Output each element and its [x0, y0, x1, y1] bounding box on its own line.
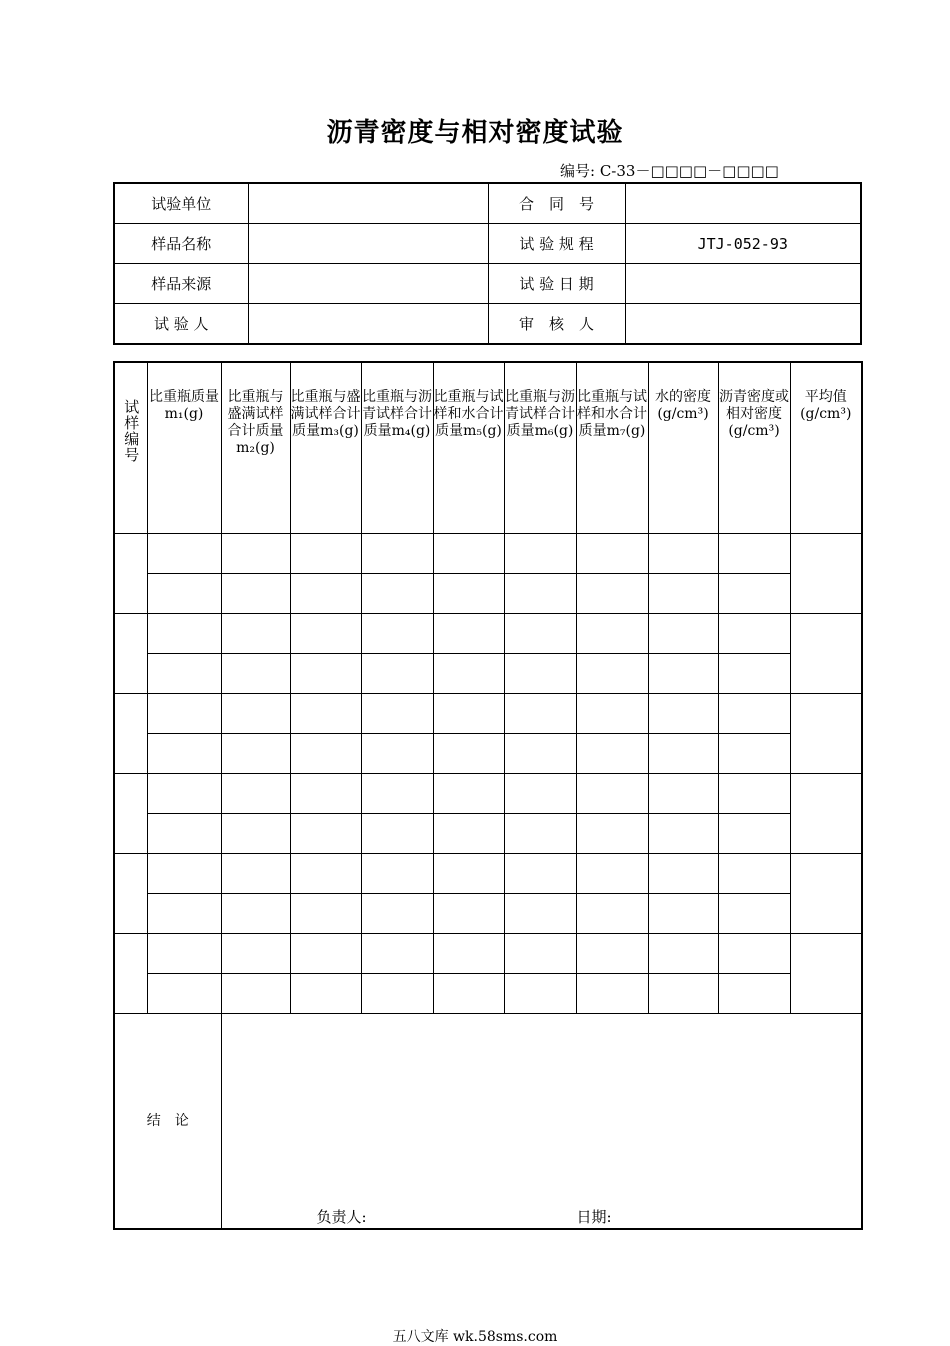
data-cell[interactable] — [648, 654, 718, 694]
data-cell[interactable] — [648, 774, 718, 814]
info-label: 样品名称 — [114, 224, 248, 264]
data-cell[interactable] — [504, 574, 576, 614]
data-cell[interactable] — [718, 814, 790, 854]
info-label: 试 验 人 — [114, 304, 248, 345]
conclusion-row — [114, 1014, 862, 1230]
data-cell[interactable] — [221, 934, 290, 974]
data-cell[interactable] — [221, 894, 290, 934]
info-row — [114, 183, 861, 224]
data-cell[interactable] — [221, 614, 290, 654]
data-cell[interactable] — [433, 854, 504, 894]
data-cell[interactable] — [221, 694, 290, 734]
data-cell[interactable] — [433, 614, 504, 654]
data-cell[interactable] — [576, 574, 648, 614]
info-value[interactable] — [248, 304, 488, 345]
data-cell[interactable] — [290, 974, 361, 1014]
data-cell[interactable] — [576, 934, 648, 974]
sample-id-cell[interactable] — [114, 614, 147, 694]
data-cell[interactable] — [361, 774, 433, 814]
data-cell[interactable] — [648, 534, 718, 574]
average-cell[interactable] — [790, 854, 862, 934]
data-cell[interactable] — [290, 574, 361, 614]
data-cell[interactable] — [718, 694, 790, 734]
data-cell[interactable] — [221, 774, 290, 814]
info-table — [113, 182, 862, 345]
data-cell[interactable] — [361, 854, 433, 894]
data-cell[interactable] — [221, 814, 290, 854]
data-cell[interactable] — [433, 574, 504, 614]
table-row — [114, 694, 862, 734]
data-cell[interactable] — [290, 614, 361, 654]
info-label: 合 同 号 — [488, 183, 625, 224]
average-cell[interactable] — [790, 694, 862, 774]
data-cell[interactable] — [648, 814, 718, 854]
footer-watermark: 五八文库 wk.58sms.com — [392, 1329, 558, 1345]
document-title: 沥青密度与相对密度试验 — [326, 118, 624, 148]
data-cell[interactable] — [648, 734, 718, 774]
info-row — [114, 264, 861, 304]
table-row — [114, 574, 862, 614]
data-cell[interactable] — [718, 934, 790, 974]
data-cell[interactable] — [576, 774, 648, 814]
table-row — [114, 894, 862, 934]
info-value[interactable] — [248, 183, 488, 224]
sample-id-cell[interactable] — [114, 854, 147, 934]
data-cell[interactable] — [433, 974, 504, 1014]
sample-id-cell[interactable] — [114, 934, 147, 1014]
data-cell[interactable] — [576, 854, 648, 894]
average-cell[interactable] — [790, 934, 862, 1014]
data-cell[interactable] — [221, 534, 290, 574]
info-value[interactable] — [625, 304, 861, 345]
data-cell[interactable] — [718, 574, 790, 614]
average-cell[interactable] — [790, 614, 862, 694]
data-cell[interactable] — [504, 894, 576, 934]
data-cell[interactable] — [361, 974, 433, 1014]
data-cell[interactable] — [147, 694, 221, 734]
data-cell[interactable] — [648, 574, 718, 614]
date-label: 日期: — [576, 1208, 612, 1226]
document-number: 编号: C-33－□□□□－□□□□ — [560, 162, 779, 180]
data-cell[interactable] — [576, 734, 648, 774]
table-row — [114, 654, 862, 694]
data-cell[interactable] — [576, 614, 648, 654]
data-cell[interactable] — [290, 534, 361, 574]
data-cell[interactable] — [361, 534, 433, 574]
conclusion-area[interactable] — [221, 1014, 862, 1230]
data-cell[interactable] — [504, 534, 576, 574]
average-cell[interactable] — [790, 534, 862, 614]
data-cell[interactable] — [361, 654, 433, 694]
data-cell[interactable] — [361, 614, 433, 654]
data-cell[interactable] — [504, 694, 576, 734]
info-value[interactable] — [625, 183, 861, 224]
info-value[interactable] — [248, 224, 488, 264]
header-m1: 比重瓶质量m₁(g) — [147, 362, 221, 534]
data-cell[interactable] — [718, 854, 790, 894]
header-m3: 比重瓶与盛满试样合计质量m₃(g) — [290, 362, 361, 534]
data-cell[interactable] — [576, 894, 648, 934]
data-cell[interactable] — [221, 654, 290, 694]
sample-id-cell[interactable] — [114, 774, 147, 854]
data-cell[interactable] — [648, 614, 718, 654]
info-row — [114, 304, 861, 345]
data-cell[interactable] — [290, 814, 361, 854]
data-table — [113, 361, 863, 1230]
data-cell[interactable] — [504, 974, 576, 1014]
table-row — [114, 934, 862, 974]
data-cell[interactable] — [648, 974, 718, 1014]
table-row — [114, 854, 862, 894]
signer-label: 负责人: — [316, 1208, 367, 1226]
header-m5: 比重瓶与试样和水合计质量m₅(g) — [433, 362, 504, 534]
sample-id-cell[interactable] — [114, 534, 147, 614]
data-cell[interactable] — [433, 734, 504, 774]
header-row — [114, 362, 862, 534]
data-cell[interactable] — [433, 934, 504, 974]
data-cell[interactable] — [361, 694, 433, 734]
data-cell[interactable] — [361, 934, 433, 974]
data-cell[interactable] — [576, 654, 648, 694]
header-m4: 比重瓶与沥青试样合计质量m₄(g) — [361, 362, 433, 534]
table-row — [114, 974, 862, 1014]
table-row — [114, 614, 862, 654]
header-m6: 比重瓶与沥青试样合计质量m₆(g) — [504, 362, 576, 534]
info-label: 审 核 人 — [488, 304, 625, 345]
data-cell[interactable] — [433, 534, 504, 574]
info-label: 样品来源 — [114, 264, 248, 304]
data-cell[interactable] — [290, 774, 361, 814]
data-cell[interactable] — [361, 814, 433, 854]
data-cell[interactable] — [576, 534, 648, 574]
data-cell[interactable] — [433, 694, 504, 734]
info-value[interactable] — [625, 264, 861, 304]
conclusion-label: 结 论 — [114, 1014, 221, 1230]
data-cell[interactable] — [576, 694, 648, 734]
data-cell[interactable] — [718, 654, 790, 694]
data-cell[interactable] — [504, 734, 576, 774]
data-cell[interactable] — [290, 854, 361, 894]
data-cell[interactable] — [504, 654, 576, 694]
info-value[interactable]: JTJ-052-93 — [625, 224, 861, 264]
data-cell[interactable] — [147, 734, 221, 774]
header-water-density: 水的密度(g/cm³) — [648, 362, 718, 534]
table-row — [114, 534, 862, 574]
data-cell[interactable] — [433, 654, 504, 694]
data-cell[interactable] — [361, 894, 433, 934]
data-cell[interactable] — [147, 894, 221, 934]
data-cell[interactable] — [290, 934, 361, 974]
data-cell[interactable] — [290, 654, 361, 694]
data-cell[interactable] — [576, 814, 648, 854]
table-row — [114, 774, 862, 814]
data-body — [114, 534, 862, 1014]
table-row — [114, 734, 862, 774]
data-cell[interactable] — [504, 934, 576, 974]
data-cell[interactable] — [648, 854, 718, 894]
data-cell[interactable] — [290, 894, 361, 934]
data-cell[interactable] — [433, 814, 504, 854]
header-m2: 比重瓶与盛满试样合计质量m₂(g) — [221, 362, 290, 534]
data-cell[interactable] — [504, 814, 576, 854]
data-cell[interactable] — [147, 614, 221, 654]
data-cell[interactable] — [504, 614, 576, 654]
data-cell[interactable] — [433, 774, 504, 814]
data-cell[interactable] — [718, 534, 790, 574]
data-cell[interactable] — [504, 774, 576, 814]
data-cell[interactable] — [221, 974, 290, 1014]
data-cell[interactable] — [576, 974, 648, 1014]
info-row — [114, 224, 861, 264]
info-label: 试验单位 — [114, 183, 248, 224]
data-cell[interactable] — [221, 854, 290, 894]
data-cell[interactable] — [221, 734, 290, 774]
data-cell[interactable] — [147, 654, 221, 694]
info-label: 试 验 规 程 — [488, 224, 625, 264]
header-asphalt-density: 沥青密度或相对密度(g/cm³) — [718, 362, 790, 534]
data-cell[interactable] — [221, 574, 290, 614]
data-cell[interactable] — [290, 734, 361, 774]
data-cell[interactable] — [648, 694, 718, 734]
table-row — [114, 814, 862, 854]
info-label: 试 验 日 期 — [488, 264, 625, 304]
data-cell[interactable] — [718, 734, 790, 774]
data-cell[interactable] — [433, 894, 504, 934]
data-cell[interactable] — [147, 974, 221, 1014]
average-cell[interactable] — [790, 774, 862, 854]
header-sample-id: 试样编号 — [114, 362, 147, 534]
data-cell[interactable] — [147, 534, 221, 574]
data-cell[interactable] — [147, 854, 221, 894]
data-cell[interactable] — [361, 734, 433, 774]
data-cell[interactable] — [718, 614, 790, 654]
data-cell[interactable] — [147, 814, 221, 854]
data-cell[interactable] — [361, 574, 433, 614]
header-average: 平均值(g/cm³) — [790, 362, 862, 534]
data-cell[interactable] — [648, 894, 718, 934]
sample-id-cell[interactable] — [114, 694, 147, 774]
data-cell[interactable] — [718, 974, 790, 1014]
info-value[interactable] — [248, 264, 488, 304]
data-cell[interactable] — [147, 774, 221, 814]
data-cell[interactable] — [718, 894, 790, 934]
data-cell[interactable] — [648, 934, 718, 974]
data-cell[interactable] — [504, 854, 576, 894]
data-cell[interactable] — [147, 934, 221, 974]
data-cell[interactable] — [147, 574, 221, 614]
header-m7: 比重瓶与试样和水合计质量m₇(g) — [576, 362, 648, 534]
data-cell[interactable] — [718, 774, 790, 814]
data-cell[interactable] — [290, 694, 361, 734]
